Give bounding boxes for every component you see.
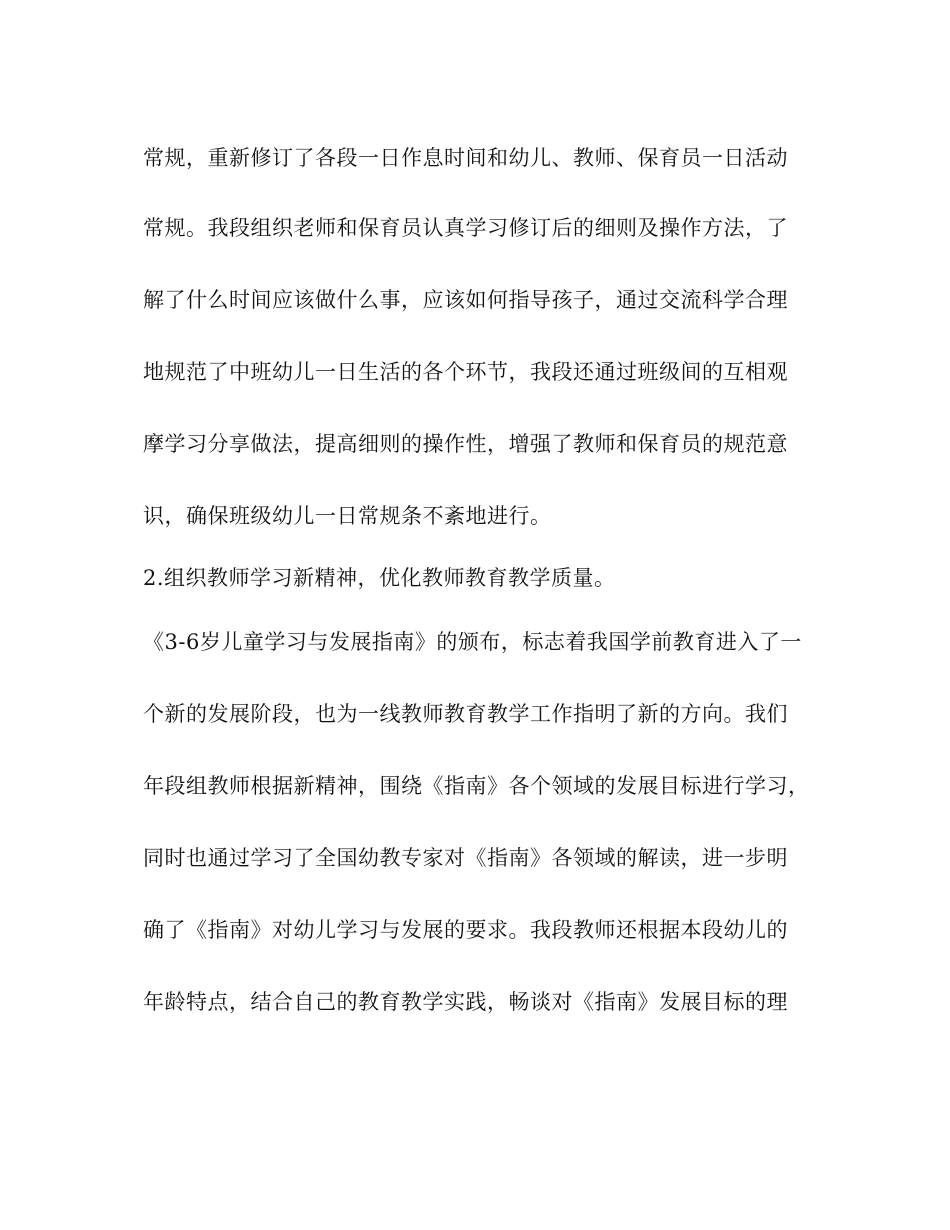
paragraph-line: 年段组教师根据新精神，围绕《指南》各个领域的发展目标进行学习，: [143, 774, 810, 798]
paragraph-line: 常规。我段组织老师和保育员认真学习修订后的细则及操作方法，了: [143, 216, 788, 240]
section-heading: 2.组织教师学习新精神，优化教师教育教学质量。: [143, 566, 616, 590]
paragraph-line: 摩学习分享做法，提高细则的操作性，增强了教师和保育员的规范意: [143, 432, 788, 456]
paragraph-line: 年龄特点，结合自己的教育教学实践，畅谈对《指南》发展目标的理: [143, 990, 788, 1014]
paragraph-line: 识，确保班级幼儿一日常规条不紊地进行。: [143, 504, 552, 528]
paragraph-line: 确了《指南》对幼儿学习与发展的要求。我段教师还根据本段幼儿的: [143, 918, 788, 942]
paragraph-line: 同时也通过学习了全国幼教专家对《指南》各领域的解读，进一步明: [143, 846, 788, 870]
paragraph-line: 解了什么时间应该做什么事，应该如何指导孩子，通过交流科学合理: [143, 288, 788, 312]
paragraph-line: 地规范了中班幼儿一日生活的各个环节，我段还通过班级间的互相观: [143, 360, 788, 384]
paragraph-line: 个新的发展阶段，也为一线教师教育教学工作指明了新的方向。我们: [143, 702, 788, 726]
paragraph-line: 常规，重新修订了各段一日作息时间和幼儿、教师、保育员一日活动: [143, 146, 788, 170]
paragraph-line: 《3-6岁儿童学习与发展指南》的颁布，标志着我国学前教育进入了一: [143, 630, 802, 654]
